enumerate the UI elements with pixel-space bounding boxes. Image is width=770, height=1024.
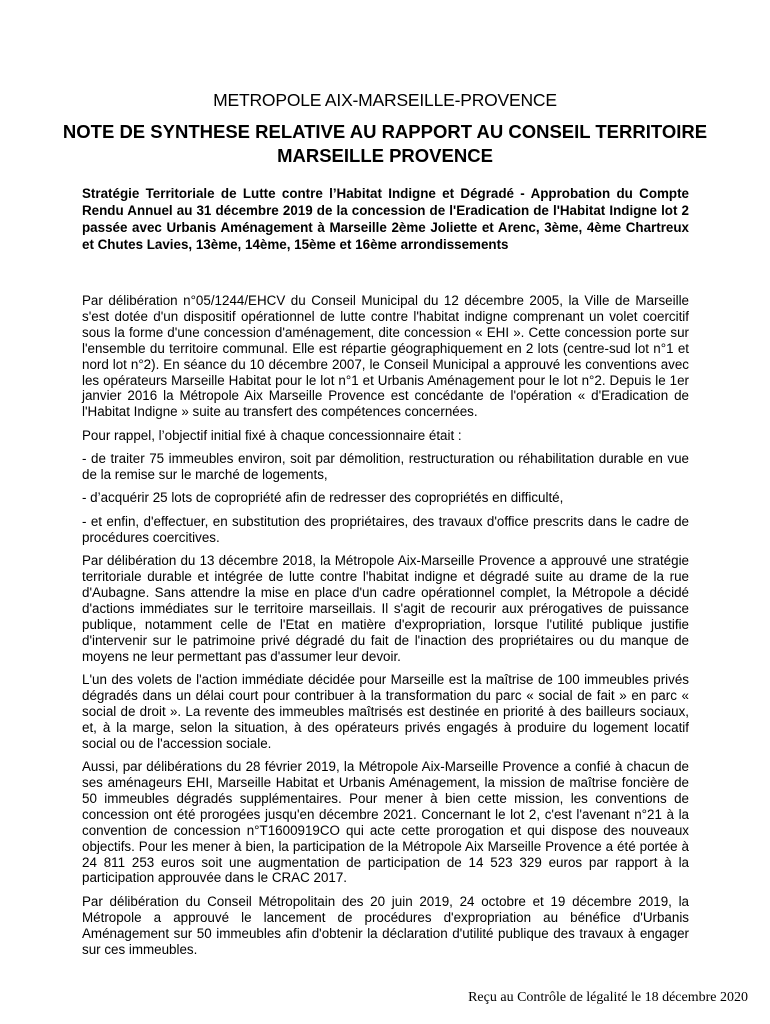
paragraph: Pour rappel, l’objectif initial fixé à chaque concessionnaire était :	[82, 427, 462, 443]
list-item: - d’acquérir 25 lots de copropriété afin de redresser des copropriétés en difficulté,	[82, 490, 564, 506]
body-text	[82, 293, 689, 965]
paragraph: Par délibération du 13 décembre 2018, la Métropole Aix-Marseille Provence a approuvé une stratégie territoriale durable et intégrée de lutte contre l'habitat indigne et dégradé suite au drame de la rue d'Aubagne. Sans attendre la mise en place d'un cadre opérationnel complet, la Métropole a décidé d'actions immédiates sur le territoire marseillais. Il s'agit de recourir aux prérogatives de puissance publique, notamment celle de l'Etat en matière d'expropriation, lorsque l'utilité publique justifie d'intervenir sur le patrimoine privé dégradé du fait de l'inaction des propriétaires ou du manque de moyens ne leur permettant pas d'assumer leur devoir.	[82, 553, 689, 664]
list-item: - et enfin, d'effectuer, en substitution des propriétaires, des travaux d'office prescrits dans le cadre de procédures coercitives.	[82, 513, 689, 545]
paragraph: L'un des volets de l'action immédiate décidée pour Marseille est la maîtrise de 100 immeubles privés dégradés dans un délai court pour contribuer à la transformation du parc « social de fait » en parc « social de droit ». La revente des immeubles maîtrisés est destinée en priorité à des bailleurs sociaux, et, à la marge, selon la situation, à des opérateurs privés engagés à produire du logement locatif social ou de l'accession sociale.	[82, 672, 689, 751]
list-item: - de traiter 75 immeubles environ, soit par démolition, restructuration ou réhabilitation durable en vue de la remise sur le marché de logements,	[82, 451, 689, 483]
document-title: NOTE DE SYNTHESE RELATIVE AU RAPPORT AU CONSEIL TERRITOIRE MARSEILLE PROVENCE	[62, 121, 708, 166]
paragraph: Par délibération n°05/1244/EHCV du Conseil Municipal du 12 décembre 2005, la Ville de Marseille s'est dotée d'un dispositif opérationnel de lutte contre l'habitat indigne comprenant un volet coercitif sous la forme d'une concession d'aménagement, dite concession « EHI ». Cette concession porte sur l'ensemble du territoire communal. Elle est répartie géographiquement en 2 lots (centre-sud lot n°1 et nord lot n°2). En séance du 10 décembre 2007, le Conseil Municipal a approuvé les conventions avec les opérateurs Marseille Habitat pour le lot n°1 et Urbanis Aménagement pour le lot n°2. Depuis le 1er janvier 2016 la Métropole Aix Marseille Provence est concédante de l'opération « d'Eradication de l'Habitat Indigne » suite au transfert des compétences concernées.	[82, 293, 689, 420]
legality-stamp-text: Reçu au Contrôle de légalité le 18 décembre 2020	[468, 990, 748, 1005]
paragraph: Par délibération du Conseil Métropolitain des 20 juin 2019, 24 octobre et 19 décembre 2019, la Métropole a approuvé le lancement de procédures d'expropriation au bénéfice d'Urbanis Aménagement sur 50 immeubles afin d'obtenir la déclaration d'utilité publique des travaux à engager sur ces immeubles.	[82, 893, 689, 957]
organization-heading: METROPOLE AIX-MARSEILLE-PROVENCE	[213, 90, 557, 110]
subject-heading: Stratégie Territoriale de Lutte contre l’Habitat Indigne et Dégradé - Approbation du Compte Rendu Annuel au 31 décembre 2019 de la concession de l'Eradication de l'Habitat Indigne lot 2 passée avec Urbanis Aménagement à Marseille 2ème Joliette et Arenc, 3ème, 4ème Chartreux et Chutes Lavies, 13ème, 14ème, 15ème et 16ème arrondissements	[82, 186, 689, 252]
paragraph: Aussi, par délibérations du 28 février 2019, la Métropole Aix-Marseille Provence a confié à chacun de ses aménageurs EHI, Marseille Habitat et Urbanis Aménagement, la mission de maîtrise foncière de 50 immeubles dégradés supplémentaires. Pour mener à bien cette mission, les conventions de concession ont été prorogées jusqu'en décembre 2021. Concernant le lot 2, c'est l'avenant n°21 à la convention de concession n°T1600919CO qui acte cette prorogation et qui dispose des nouveaux objectifs. Pour les mener à bien, la participation de la Métropole Aix Marseille Provence a été portée à 24 811 253 euros soit une augmentation de participation de 14 523 329 euros par rapport à la participation approuvée dans le CRAC 2017.	[82, 759, 689, 886]
